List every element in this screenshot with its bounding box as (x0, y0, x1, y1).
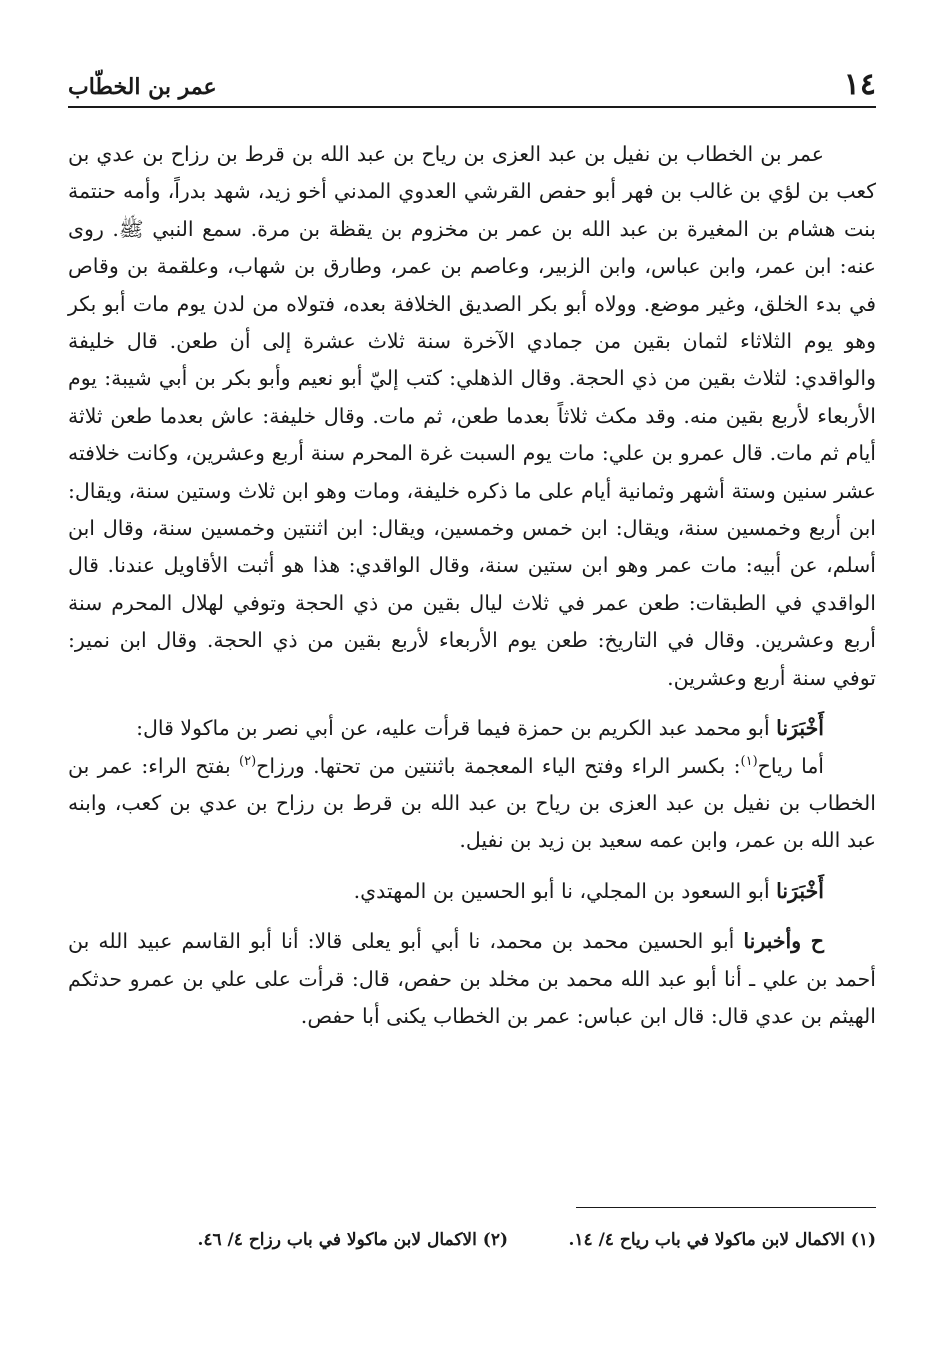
narration-paragraph-2 (68, 873, 876, 910)
header-divider (68, 106, 876, 108)
narration-paragraph-3 (68, 923, 876, 1035)
main-text (68, 136, 876, 1035)
narration-text: أبو الحسين محمد بن محمد، نا أبي أبو يعلى قالا: أنا أبو القاسم عبيد الله بن أحمد بن علي ـ أنا أبو عبد الله محمد بن مخلد بن حفص، قال: قرأت على علي بن عمرو حدثكم الهيثم بن عدي قال: قال ابن عباس: عمر بن الخطاب يكنى أبا حفص. (68, 929, 876, 1028)
narration-text: أبو محمد عبد الكريم بن حمزة فيما قرأت عليه، عن أبي نصر بن ماكولا قال: (136, 716, 777, 741)
footnotes (68, 1226, 876, 1256)
footnote-1: (١) الاكمال لابن ماكولا في باب رياح ٤/ ١٤. (568, 1230, 876, 1250)
footnote-2: (٢) الاكمال لابن ماكولا في باب رزاح ٤/ ٤٦. (197, 1230, 508, 1250)
running-title: عمر بن الخطّاب (68, 74, 217, 100)
narration-keyword: أَخْبَرَنا (776, 878, 824, 903)
footnote-ref-2: (٢) (239, 753, 257, 769)
narration-paragraph-1 (68, 710, 876, 747)
footnote-ref-1: (١) (740, 753, 758, 769)
spelling-text-c: بفتح الراء: عمر بن الخطاب بن نفيل بن عبد العزى بن رياح بن عبد الله بن قرط بن رزاح بن عدي بن كعب، وابنه عبد الله بن عمر، وابن عمه سعيد بن زيد بن نفيل. (68, 753, 876, 853)
footnote-divider (576, 1207, 876, 1208)
narration-keyword: أَخْبَرَنا (776, 716, 824, 741)
page-number: ١٤ (843, 67, 876, 102)
biography-paragraph: عمر بن الخطاب بن نفيل بن عبد العزى بن رياح بن عبد الله بن قرط بن رزاح بن عدي بن كعب بن لؤي بن غالب بن فهر أبو حفص القرشي العدوي المدني أخو زيد، شهد بدراً، وأمه حنتمة بنت هشام بن المغيرة بن عبد الله بن عمر بن مخزوم بن يقظة بن مرة. سمع النبي ﷺ. روى عنه: ابن عمر، وابن عباس، وابن الزبير، وعاصم بن عمر، وطارق بن شهاب، وعلقمة بن وقاص في بدء الخلق، وغير موضع. وولاه أبو بكر الصديق الخلافة بعده، فتولاه من لدن يوم مات أبو بكر وهو يوم الثلاثاء لثمان بقين من جمادي الآخرة سنة ثلاث عشرة إلى أن طعن. قال خليفة والواقدي: لثلاث بقين من ذي الحجة. وقال الذهلي: كتب إليّ أبو نعيم وأبو بكر بن أبي شيبة: يوم الأربعاء لأربع بقين منه. وقد مكث ثلاثاً بعدما طعن، ثم مات. وقال خليفة: عاش بعدما طعن ثلاثة أيام ثم مات. قال عمرو بن علي: مات يوم السبت غرة المحرم سنة أربع وعشرين، وكانت خلافته عشر سنين وستة أشهر وثمانية أيام على ما ذكره خليفة، ومات وهو ابن ثلاث وستين سنة، ويقال: ابن أربع وخمسين سنة، ويقال: ابن خمس وخمسين، ويقال: ابن اثنتين وخمسين سنة، وقال ابن أسلم، عن أبيه: مات عمر وهو ابن ستين سنة، وقال الواقدي: هذا هو أثبت الأقاويل عندنا. قال الواقدي في الطبقات: طعن عمر في ثلاث ليال بقين من ذي الحجة وتوفي لهلال المحرم سنة أربع وعشرين. وقال في التاريخ: طعن يوم الأربعاء لأربع بقين من ذي الحجة. وقال ابن نمير: توفي سنة أربع وعشرين. (68, 142, 876, 690)
narration-keyword: ح وأخبرنا (743, 929, 824, 954)
spelling-text-a: أما رياح (757, 753, 824, 778)
spelling-paragraph (68, 748, 876, 860)
page-header (68, 66, 876, 106)
spelling-text-b: : بكسر الراء وفتح الياء المعجمة باثنتين من تحتها. ورزاح (256, 753, 741, 778)
narration-text: أبو السعود بن المجلي، نا أبو الحسين بن المهتدي. (353, 878, 777, 903)
